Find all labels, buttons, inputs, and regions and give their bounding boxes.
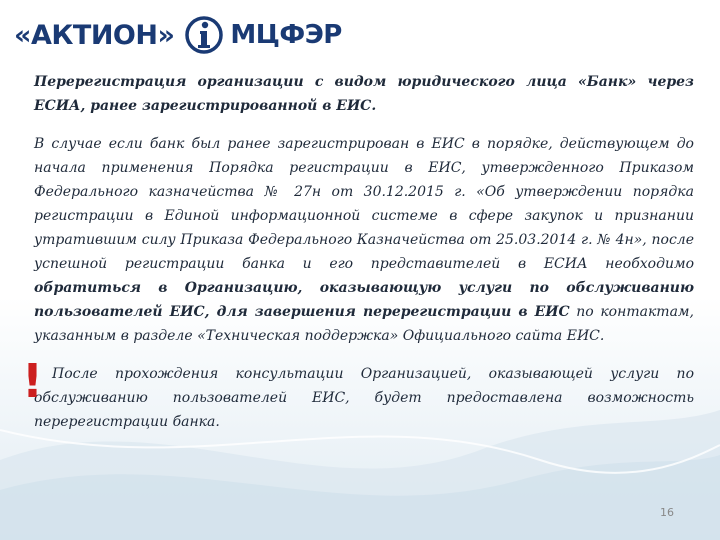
- exclamation-mark-icon: !: [22, 354, 43, 408]
- header-logo-bar: [14, 10, 342, 60]
- body-text-bold: обратиться в Организацию, оказывающую услуги по обслуживанию пользователей ЕИС, для завершения перерегистрации в ЕИС: [34, 280, 694, 320]
- body-text-part2: по контактам, указанным в разделе «Техническая поддержка» Официального сайта ЕИС.: [34, 304, 694, 344]
- logo-aktion-text: «АКТИОН»: [14, 19, 175, 51]
- logo-mcfer-text: МЦФЭР: [230, 20, 342, 50]
- consultation-paragraph: После прохождения консультации Организацией, оказывающей услуги по обслуживанию пользователей ЕИС, будет предоставлена возможность перерегистрации банка.: [34, 366, 694, 430]
- slide-title: Перерегистрация организации с видом юридического лица «Банк» через ЕСИА, ранее зарегистрированной в ЕИС.: [34, 74, 694, 114]
- main-content: [34, 70, 694, 434]
- info-i-emblem-icon: [184, 15, 224, 55]
- page-number: 16: [660, 506, 674, 519]
- body-text-part1: В случае если банк был ранее зарегистрирован в ЕИС в порядке, действующем до начала применения Порядка регистрации в ЕИС, утвержденного Приказом Федерального казначейства № 27н от 30.12.2015 г. «Об утверждении порядка регистрации в Единой информационной системе в сфере закупок и признании утратившим силу Приказа Федерального Казначейства от 25.03.2014 г. № 4н», после успешной регистрации банка и его представителей в ЕСИА необходимо: [34, 136, 694, 272]
- body-paragraph: [34, 132, 694, 348]
